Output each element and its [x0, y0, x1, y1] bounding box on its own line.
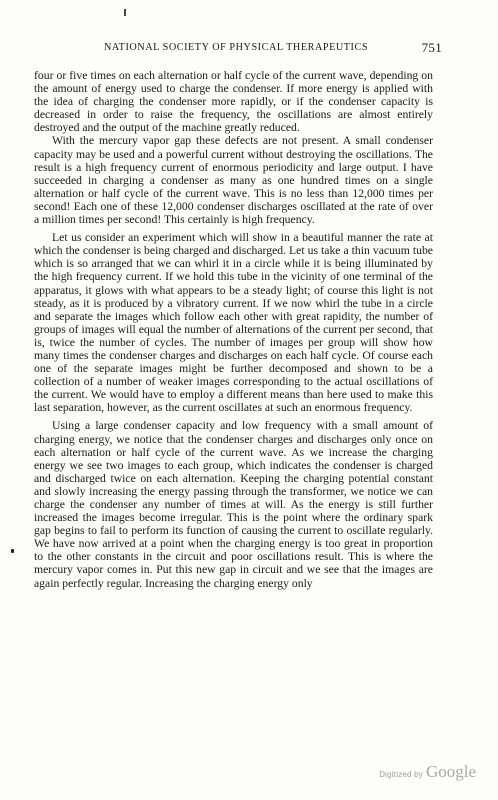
paragraph: With the mercury vapor gap these defects are not present. A small condenser capacity may be used and a powerful current without destroying the oscillations. The result is a high frequency current of enormous periodicity and large output. I have succeeded in charging a condenser as many as one hundred times on a single alternation or half cycle of the current wave. This is no less than 12,000 times per second! Each one of these 12,000 condenser discharges oscillated at the rate of over a million times per second! This certainly is high frequency.: [34, 134, 433, 227]
running-head: NATIONAL SOCIETY OF PHYSICAL THERAPEUTICS: [104, 42, 369, 53]
watermark-brand: Google: [425, 762, 476, 781]
page-number: 751: [421, 40, 442, 55]
watermark-prefix: Digitized by: [379, 770, 423, 779]
body-text: [34, 69, 433, 590]
margin-mark: [124, 9, 126, 16]
margin-dot: [11, 549, 14, 553]
paragraph: four or five times on each alternation or half cycle of the current wave, depending on the amount of energy used to charge the condenser. If more energy is applied with the idea of charging the condenser more rapidly, or if the condenser capacity is decreased in order to raise the frequency, the oscillations are almost entirely destroyed and the output of the machine greatly reduced.: [34, 69, 433, 135]
paragraph: Using a large condenser capacity and low frequency with a small amount of charging energy, we notice that the condenser charges and discharges only once on each alternation or half cycle of the current wave. As we increase the charging energy we see two images to each group, which indicates the condenser is charged and discharged twice on each alternation. Keeping the charging potential constant and slowly increasing the energy passing through the transformer, we notice we can charge the condenser any number of times at will. As the energy is still further increased the images become irregular. This is the point where the ordinary spark gap begins to fail to perform its function of causing the current to oscillate regularly. We have now arrived at a point when the charging energy is too great in proportion to the other constants in the circuit and poor oscillations result. This is where the mercury vapor comes in. Put this new gap in circuit and we see that the images are again perfectly regular. Increasing the charging energy only: [34, 419, 433, 590]
digitized-watermark: [379, 762, 476, 782]
paragraph: Let us consider an experiment which will show in a beautiful manner the rate at which the condenser is being charged and discharged. Let us take a thin vacuum tube which is so arranged that we can whirl it in a circle while it is being illuminated by the high frequency current. If we hold this tube in the vicinity of one terminal of the apparatus, it glows with what appears to be a steady light; of course this light is not steady, as it is produced by a vibratory current. If we now whirl the tube in a circle and separate the images which follow each other with great rapidity, the number of groups of images will equal the number of alternations of the current per second, that is, twice the number of cycles. The number of images per group will show how many times the condenser charges and discharges on each half cycle. Of course each one of the separate images might be further decomposed and shown to be a collection of a number of weaker images corresponding to the actual oscillations of the current. We would have to employ a different means than here used to make this last separation, however, as the current oscillates at such an enormous frequency.: [34, 231, 433, 415]
page-header: [58, 40, 442, 60]
